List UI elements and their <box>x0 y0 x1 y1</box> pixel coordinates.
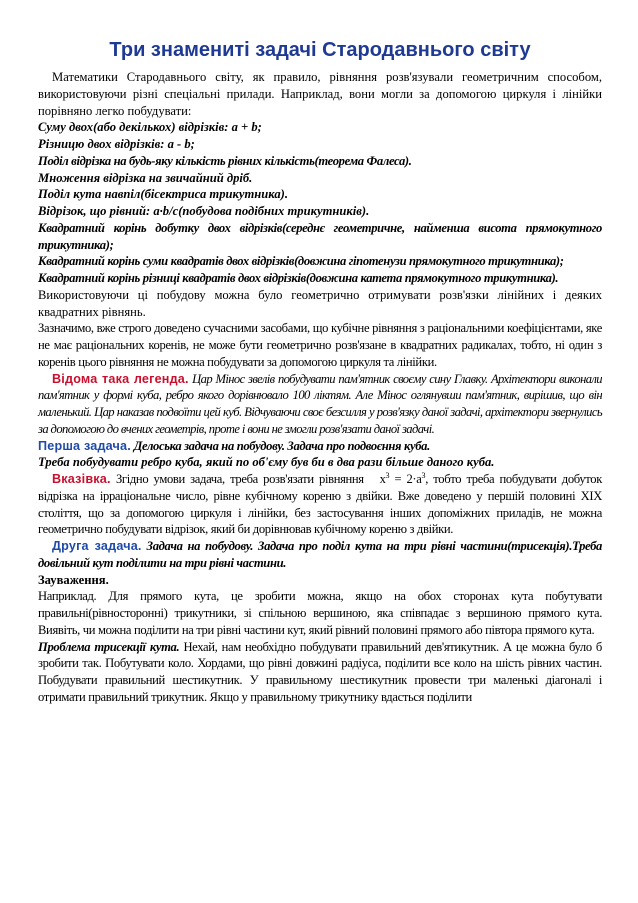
construction-item: Квадратний корінь різниці квадратів двох відрізків(довжина катета прямокутного трикутника). <box>38 271 559 285</box>
problem-paragraph <box>38 639 602 706</box>
construction-item: Поділ відрізка на будь-яку кількість рівних кількість(теорема Фалеса). <box>38 153 412 168</box>
paragraph-cubic: Зазначимо, вже строго доведено сучасними засобами, що кубічне рівняння з раціональними коефіцієнтами, яке не має раціональних коренів, не може бути геометрично розв'язане в квадратних радикалах, тобто, ні один з коренів цього рівняння не можна побудувати за допомогою циркуля та лінійки. <box>38 321 602 369</box>
hint-exponent: 3 <box>421 470 426 480</box>
remark-title: Зауваження. <box>38 572 109 587</box>
construction-item: Різницю двох відрізків: a - b; <box>38 137 195 151</box>
hint-paragraph <box>38 471 602 538</box>
task1-label: Перша задача. <box>38 438 131 453</box>
hint-text-after: , тобто треба побудувати добуток відрізка на ірраціональне число, рівне кубічному кореню з двійки. Вже доведено у першій половині XIX століття, що за допомогою циркуля і лінійки, без застосування інших допоміжних приладів, не можна геометрично побудувати відрізок, який би дорівнював кубічному кореню з двійки. <box>38 472 602 537</box>
problem-text: Нехай, нам необхідно побудувати правильний дев'ятикутник. А це можна було б зробити так. Побутувати коло. Хордами, що рівні довжині радіуса, поділити все коло на шість рівних частин. Побудувати правильний шестикутник. У правильному шестикутник провести три маленькі діагоналі і отримати правильний трикутник. Якщо у правильному трикутнику вдасться поділити <box>38 639 602 704</box>
hint-text-before: Згідно умови задача, треба розв'язати рівняння <box>115 472 364 486</box>
construction-item: Квадратний корінь суми квадратів двох відрізків(довжина гіпотенузи прямокутного трикутника); <box>38 254 564 269</box>
construction-item: Поділ кута навпіл(бісектриса трикутника). <box>38 187 288 202</box>
page-title: Три знамениті задачі Стародавнього світу <box>109 39 531 61</box>
construction-item: Квадратний корінь добутку двох відрізків(середнє геометричне, найменша висота прямокутного трикутника); <box>38 220 602 252</box>
remark-text: Наприклад. Для прямого кута, це зробити можна, якщо на обох сторонах кута побутувати правильні(рівносторонні) трикутники, зі спільною вершиною, яка співпадає з вершиною прямого кута. Виявіть, чи можна поділити на три рівні частини кут, який рівний половині прямого або півтора прямого кута. <box>38 589 602 637</box>
task1-statement: Треба побудувати ребро куба, який по об'єму був би в два рази більше даного куба. <box>38 455 495 470</box>
legend-paragraph <box>38 371 602 438</box>
construction-item: Відрізок, що рівний: a·b/c(побудова подібних трикутників). <box>38 204 370 218</box>
document-page <box>38 38 602 706</box>
paragraph-quadratic: Використовуючи ці побудову можна було геометрично отримувати розв'язки лінійних і деяких квадратних рівнянь. <box>38 287 602 319</box>
legend-text: Цар Мінос звелів побудувати пам'ятник своєму сину Главку. Архітектори виконали пам'ятник у формі куба, ребро якого дорівнювало 100 ліктям. Але Мінос оглянувши пам'ятник, вирішив, що він маленький. Цар наказав подвоїти цей куб. Відчуваючи своє безсилля у розв'язку даної задачі, архітектори звернулись за допомогою до вчених геометрів, проте і вони не змогли розв'язати даної задачі. <box>38 371 603 436</box>
legend-label: Відома така легенда. <box>52 371 189 386</box>
hint-label: Вказівка. <box>52 472 111 486</box>
task2-paragraph <box>38 538 602 572</box>
task2-label: Друга задача. <box>52 539 142 553</box>
problem-label: Проблема трисекції кута. <box>38 639 180 654</box>
task1-paragraph <box>38 438 602 455</box>
task2-text: Задача на побудову. Задача про поділ кута на три рівні частини(трисекція).Треба довільний кут поділити на три рівні частини. <box>38 539 602 570</box>
hint-equation-mid: = 2·a <box>389 472 422 486</box>
construction-item: Суму двох(або декількох) відрізків: a + b; <box>38 120 262 135</box>
hint-exponent: 3 <box>385 470 390 480</box>
construction-item: Множення відрізка на звичайний дріб. <box>38 170 253 185</box>
task1-text: Делоська задача на побудову. Задача про подвоєння куба. <box>133 438 430 453</box>
hint-equation-x: x <box>379 472 386 486</box>
intro-paragraph: Математики Стародавнього світу, як правило, рівняння розв'язували геометричним способом, використовуючи різні спеціальні прилади. Наприклад, вони могли за допомогою циркуля і лінійки порівняно легко побудувати: <box>38 70 602 118</box>
